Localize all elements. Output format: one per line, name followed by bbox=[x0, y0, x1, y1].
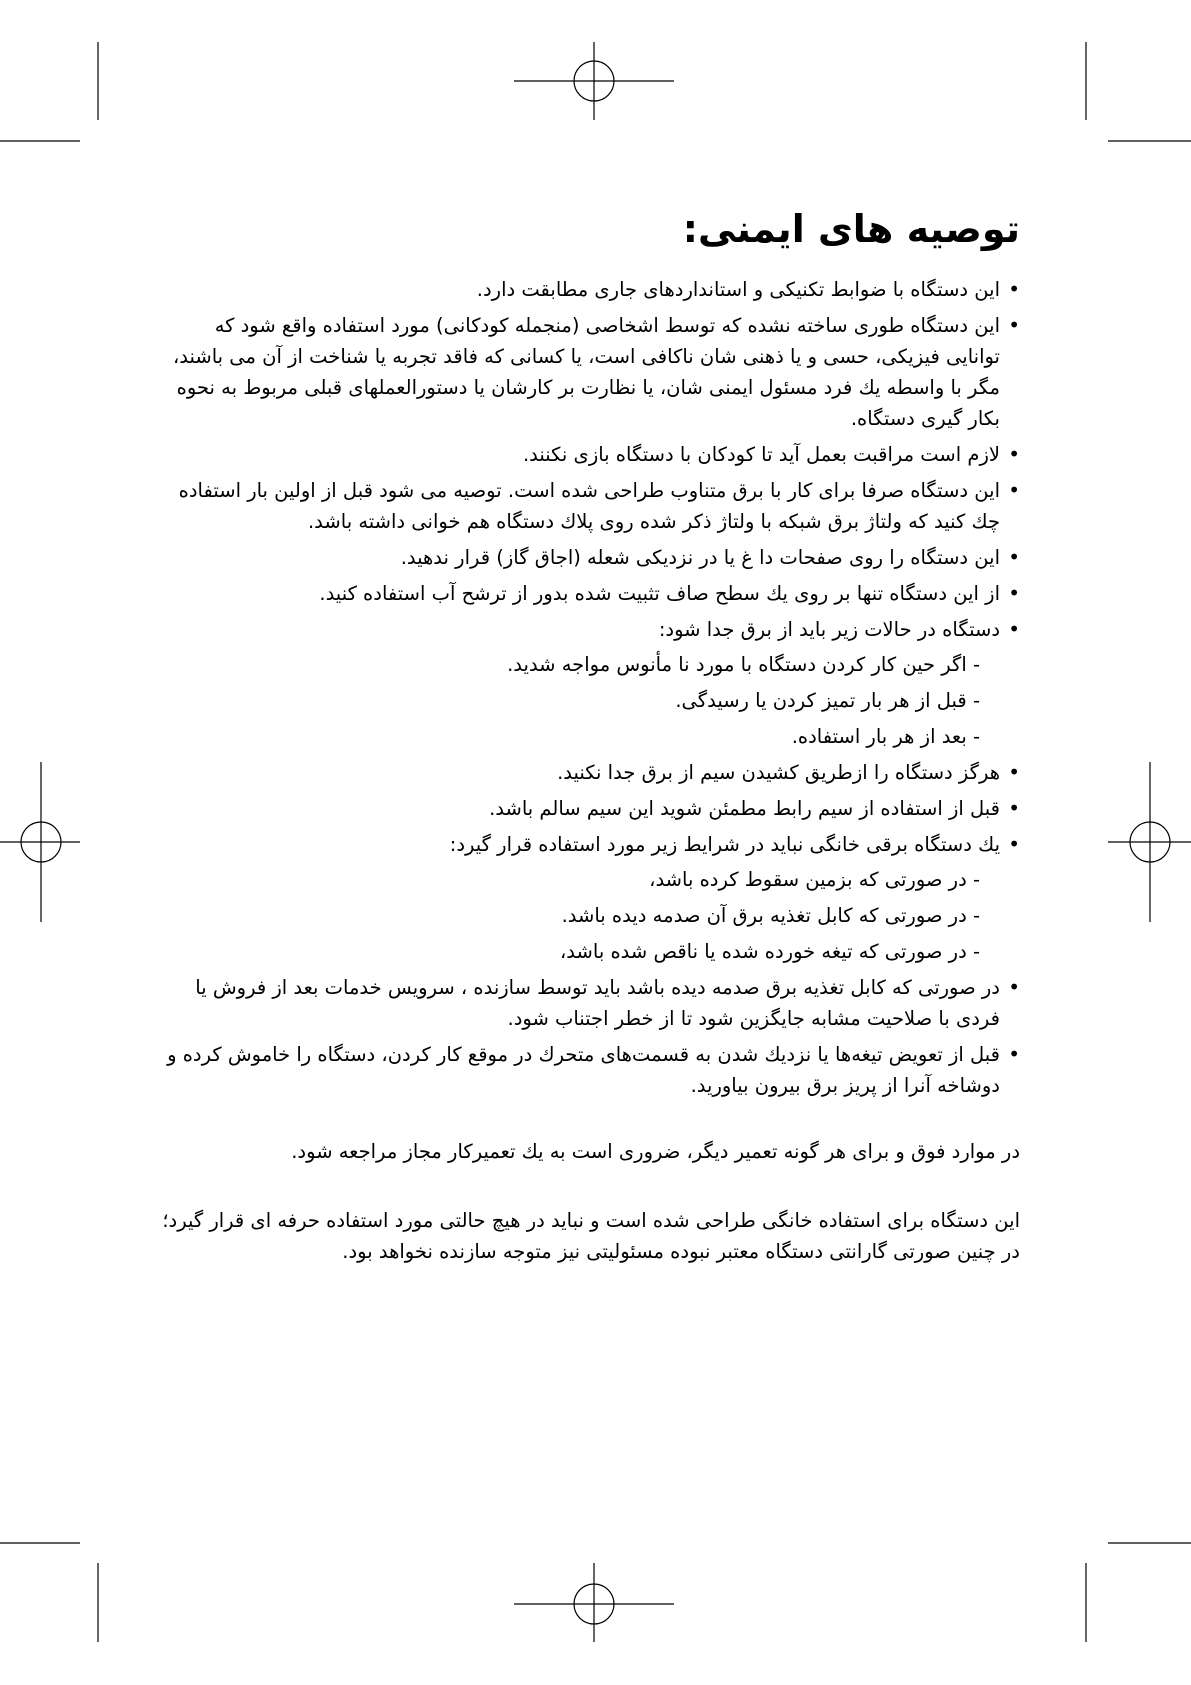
sub-list-item: - در صورتی که کابل تغذیه برق آن صدمه دیده باشد. bbox=[561, 904, 980, 928]
list-item bbox=[155, 614, 1020, 752]
list-item bbox=[155, 793, 1020, 824]
list-item-text: این دستگاه صرفا برای کار با برق متناوب طراحی شده است. توصیه می شود قبل از اولین بار استفاده چك کنید که ولتاژ برق شبکه با ولتاژ ذکر شده روی پلاك دستگاه هم خوانی داشته باشد. bbox=[178, 479, 1000, 534]
sub-list bbox=[155, 864, 1000, 967]
list-item bbox=[155, 578, 1020, 609]
list-item bbox=[155, 542, 1020, 573]
registration-mark-top bbox=[514, 42, 674, 120]
registration-mark-bottom bbox=[514, 1563, 674, 1642]
list-item bbox=[155, 310, 1020, 434]
list-item bbox=[155, 829, 1020, 967]
list-item-text: از این دستگاه تنها بر روی یك سطح صاف تثبیت شده بدور از ترشح آب استفاده کنید. bbox=[319, 582, 1000, 606]
list-item bbox=[155, 972, 1020, 1034]
registration-mark-right bbox=[1108, 762, 1191, 922]
list-item-text: این دستگاه را روی صفحات دا غ یا در نزدیکی شعله (اجاق گاز) قرار ندهید. bbox=[400, 546, 1000, 570]
household-use-note: این دستگاه برای استفاده خانگی طراحی شده است و نباید در هیچ حالتی مورد استفاده حرفه ای قرار گیرد؛ در چنین صورتی گارانتی دستگاه معتبر نبوده مسئولیتی نیز متوجه سازنده نخواهد بود. bbox=[162, 1209, 1020, 1264]
sub-list-item: - بعد از هر بار استفاده. bbox=[791, 725, 980, 749]
list-item bbox=[155, 475, 1020, 537]
list-item-text: در صورتی که کابل تغذیه برق صدمه دیده باشد باید توسط سازنده ، سرویس خدمات بعد از فروش یا فردی با صلاحیت مشابه جایگزین شود تا از خطر اجتناب شود. bbox=[195, 976, 1000, 1031]
registration-mark-left bbox=[0, 762, 80, 922]
safety-instructions bbox=[155, 205, 1020, 1267]
list-item-text: لازم است مراقبت بعمل آید تا کودکان با دستگاه بازی نکنند. bbox=[522, 443, 1000, 467]
list-item-text: این دستگاه با ضوابط تکنیکی و استانداردهای جاری مطابقت دارد. bbox=[476, 278, 1000, 302]
list-item bbox=[155, 274, 1020, 305]
page-title: توصیه های ایمنی: bbox=[682, 207, 1020, 251]
list-item bbox=[155, 1039, 1020, 1101]
list-item-text: قبل از تعویض تیغه‌ها یا نزدیك شدن به قسمت‌های متحرك در موقع کار کردن، دستگاه را خاموش کرده و دوشاخه آنرا از پریز برق بیرون بیاورید. bbox=[167, 1043, 1000, 1098]
sub-list-item: - در صورتی که بزمین سقوط کرده باشد، bbox=[649, 868, 980, 892]
list-item-text: قبل از استفاده از سیم رابط مطمئن شوید این سیم سالم باشد. bbox=[489, 797, 1000, 821]
list-item-text: یك دستگاه برقی خانگی نباید در شرایط زیر مورد استفاده قرار گیرد: bbox=[449, 833, 1000, 857]
sub-list-item: - اگر حین کار کردن دستگاه با مورد نا مأنوس مواجه شدید. bbox=[507, 653, 980, 677]
list-item bbox=[155, 757, 1020, 788]
bullet-list bbox=[155, 274, 1020, 1101]
sub-list-item: - در صورتی که تیغه خورده شده یا ناقص شده باشد، bbox=[560, 940, 980, 964]
list-item-text: هرگز دستگاه را ازطریق کشیدن سیم از برق جدا نکنید. bbox=[557, 761, 1000, 785]
sub-list bbox=[155, 649, 1000, 752]
list-item bbox=[155, 439, 1020, 470]
list-item-text: این دستگاه طوری ساخته نشده که توسط اشخاصی (منجمله کودکانی) مورد استفاده واقع شود که توانایی فیزیکی، حسی و یا ذهنی شان ناکافی است، یا کسانی که فاقد تجربه یا شناخت از آن می باشند، مگر با واسطه یك فرد مسئول ایمنی شان، یا نظارت بر کارشان یا دستورالعملهای قبلی مربوط به نحوه بکار گیری دستگاه. bbox=[172, 314, 1000, 431]
repair-note: در موارد فوق و برای هر گونه تعمیر دیگر، ضروری است به یك تعمیرکار مجاز مراجعه شود. bbox=[291, 1140, 1020, 1164]
sub-list-item: - قبل از هر بار تمیز کردن یا رسیدگی. bbox=[675, 689, 980, 713]
list-item-text: دستگاه در حالات زیر باید از برق جدا شود: bbox=[658, 618, 1000, 642]
